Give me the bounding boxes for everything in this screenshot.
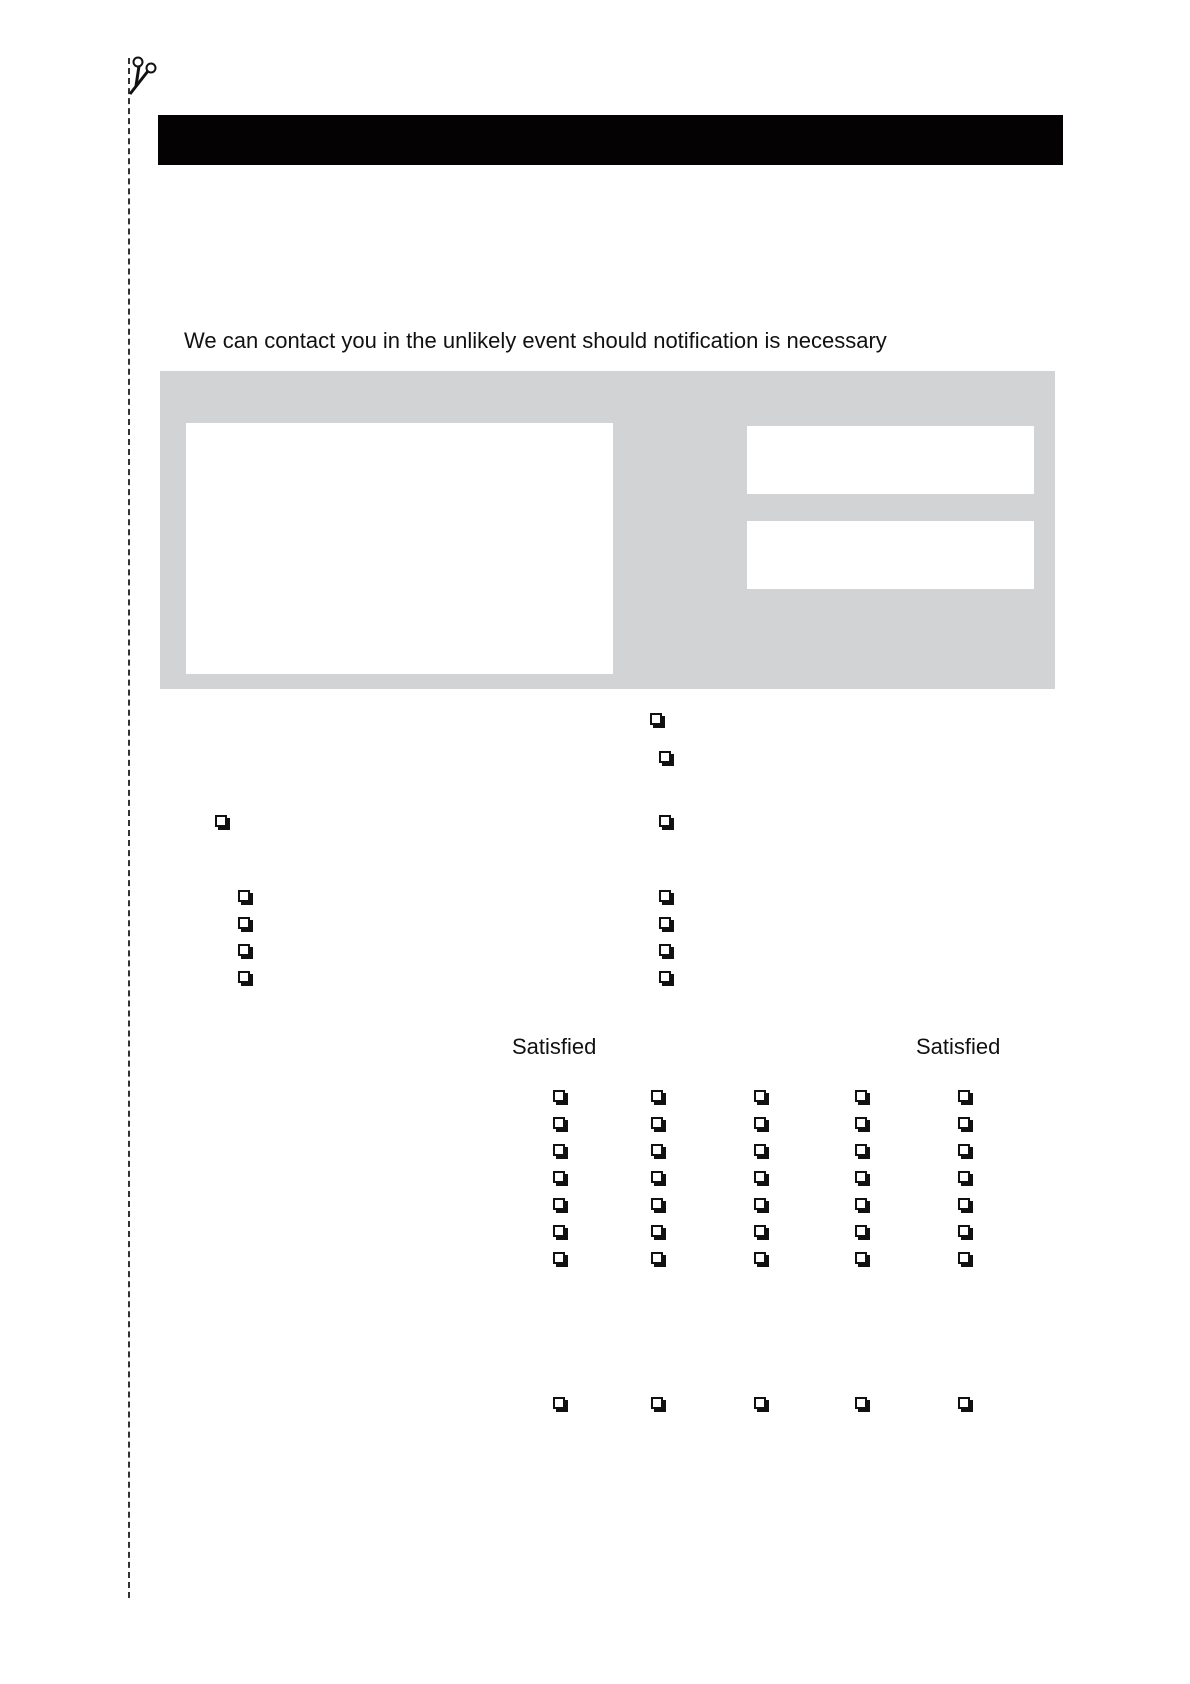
checkbox-icon [659, 815, 671, 827]
option-checkbox-5[interactable] [238, 890, 255, 907]
option-checkbox-8[interactable] [659, 917, 676, 934]
checkbox-icon [958, 1090, 970, 1102]
checkbox-icon [659, 944, 671, 956]
rating-checkbox-r2-c3[interactable] [754, 1117, 771, 1134]
option-checkbox-3[interactable] [215, 815, 232, 832]
rating-checkbox-r5-c2[interactable] [651, 1198, 668, 1215]
scissors-icon [124, 56, 160, 98]
rating-checkbox-r6-c2[interactable] [651, 1225, 668, 1242]
contact-note: We can contact you in the unlikely event should notification is necessary [184, 328, 887, 353]
rating-checkbox-r2-c1[interactable] [553, 1117, 570, 1134]
rating-checkbox-r1-c2[interactable] [651, 1090, 668, 1107]
option-checkbox-7[interactable] [238, 917, 255, 934]
rating-checkbox-r7-c1[interactable] [553, 1252, 570, 1269]
checkbox-icon [553, 1225, 565, 1237]
rating-checkbox-r1-c5[interactable] [958, 1090, 975, 1107]
checkbox-icon [958, 1117, 970, 1129]
form-title-bar [158, 115, 1063, 165]
rating-checkbox-r1-c1[interactable] [553, 1090, 570, 1107]
rating-checkbox-r2-c2[interactable] [651, 1117, 668, 1134]
checkbox-icon [754, 1252, 766, 1264]
checkbox-icon [754, 1397, 766, 1409]
contact-field-2[interactable] [747, 521, 1034, 589]
option-checkbox-12[interactable] [659, 971, 676, 988]
rating-checkbox-r3-c1[interactable] [553, 1144, 570, 1161]
rating-checkbox-r5-c3[interactable] [754, 1198, 771, 1215]
checkbox-icon [958, 1252, 970, 1264]
rating-checkbox-r5-c4[interactable] [855, 1198, 872, 1215]
checkbox-icon [651, 1117, 663, 1129]
rating-checkbox-r2-c4[interactable] [855, 1117, 872, 1134]
checkbox-icon [651, 1198, 663, 1210]
scale-label-left: Satisfied [512, 1034, 597, 1059]
checkbox-icon [855, 1090, 867, 1102]
checkbox-icon [754, 1117, 766, 1129]
checkbox-icon [650, 713, 662, 725]
checkbox-icon [238, 890, 250, 902]
rating-checkbox-r4-c1[interactable] [553, 1171, 570, 1188]
checkbox-icon [659, 971, 671, 983]
option-checkbox-11[interactable] [238, 971, 255, 988]
checkbox-icon [553, 1171, 565, 1183]
rating-checkbox-r4-c2[interactable] [651, 1171, 668, 1188]
checkbox-icon [754, 1198, 766, 1210]
rating-checkbox-r4-c5[interactable] [958, 1171, 975, 1188]
rating-checkbox-r1-c4[interactable] [855, 1090, 872, 1107]
checkbox-icon [855, 1198, 867, 1210]
checkbox-icon [238, 944, 250, 956]
rating-checkbox-r1-c3[interactable] [754, 1090, 771, 1107]
rating-checkbox-r3-c4[interactable] [855, 1144, 872, 1161]
rating-checkbox-r3-c2[interactable] [651, 1144, 668, 1161]
checkbox-icon [855, 1117, 867, 1129]
rating-checkbox-r6-c4[interactable] [855, 1225, 872, 1242]
rating-checkbox-r6-c5[interactable] [958, 1225, 975, 1242]
option-checkbox-4[interactable] [659, 815, 676, 832]
checkbox-icon [958, 1144, 970, 1156]
option-checkbox-2[interactable] [659, 751, 676, 768]
checkbox-icon [553, 1117, 565, 1129]
checkbox-icon [855, 1144, 867, 1156]
checkbox-icon [754, 1225, 766, 1237]
checkbox-icon [553, 1144, 565, 1156]
checkbox-icon [855, 1252, 867, 1264]
rating-checkbox-r8-c5[interactable] [958, 1397, 975, 1414]
checkbox-icon [553, 1198, 565, 1210]
checkbox-icon [651, 1397, 663, 1409]
option-checkbox-10[interactable] [659, 944, 676, 961]
rating-checkbox-r7-c3[interactable] [754, 1252, 771, 1269]
checkbox-icon [855, 1171, 867, 1183]
rating-checkbox-r5-c5[interactable] [958, 1198, 975, 1215]
checkbox-icon [754, 1090, 766, 1102]
checkbox-icon [238, 971, 250, 983]
rating-checkbox-r2-c5[interactable] [958, 1117, 975, 1134]
rating-checkbox-r3-c5[interactable] [958, 1144, 975, 1161]
rating-checkbox-r7-c5[interactable] [958, 1252, 975, 1269]
checkbox-icon [238, 917, 250, 929]
rating-checkbox-r8-c1[interactable] [553, 1397, 570, 1414]
checkbox-icon [215, 815, 227, 827]
checkbox-icon [651, 1090, 663, 1102]
checkbox-icon [659, 917, 671, 929]
checkbox-icon [958, 1397, 970, 1409]
checkbox-icon [754, 1144, 766, 1156]
option-checkbox-1[interactable] [650, 713, 667, 730]
rating-checkbox-r8-c3[interactable] [754, 1397, 771, 1414]
rating-checkbox-r8-c4[interactable] [855, 1397, 872, 1414]
rating-checkbox-r6-c1[interactable] [553, 1225, 570, 1242]
checkbox-icon [855, 1397, 867, 1409]
address-field[interactable] [186, 423, 613, 674]
checkbox-icon [855, 1225, 867, 1237]
checkbox-icon [958, 1171, 970, 1183]
rating-checkbox-r7-c4[interactable] [855, 1252, 872, 1269]
contact-field-1[interactable] [747, 426, 1034, 494]
checkbox-icon [553, 1397, 565, 1409]
checkbox-icon [651, 1225, 663, 1237]
rating-checkbox-r3-c3[interactable] [754, 1144, 771, 1161]
checkbox-icon [958, 1198, 970, 1210]
scale-label-right: Satisfied [916, 1034, 1001, 1059]
checkbox-icon [553, 1252, 565, 1264]
rating-checkbox-r6-c3[interactable] [754, 1225, 771, 1242]
option-checkbox-9[interactable] [238, 944, 255, 961]
rating-checkbox-r8-c2[interactable] [651, 1397, 668, 1414]
checkbox-icon [651, 1252, 663, 1264]
rating-checkbox-r5-c1[interactable] [553, 1198, 570, 1215]
checkbox-icon [651, 1144, 663, 1156]
option-checkbox-6[interactable] [659, 890, 676, 907]
cut-line [128, 58, 130, 1598]
checkbox-icon [659, 751, 671, 763]
checkbox-icon [659, 890, 671, 902]
rating-checkbox-r4-c4[interactable] [855, 1171, 872, 1188]
checkbox-icon [553, 1090, 565, 1102]
contact-details-panel [160, 371, 1055, 689]
checkbox-icon [958, 1225, 970, 1237]
checkbox-icon [651, 1171, 663, 1183]
rating-checkbox-r4-c3[interactable] [754, 1171, 771, 1188]
rating-checkbox-r7-c2[interactable] [651, 1252, 668, 1269]
checkbox-icon [754, 1171, 766, 1183]
